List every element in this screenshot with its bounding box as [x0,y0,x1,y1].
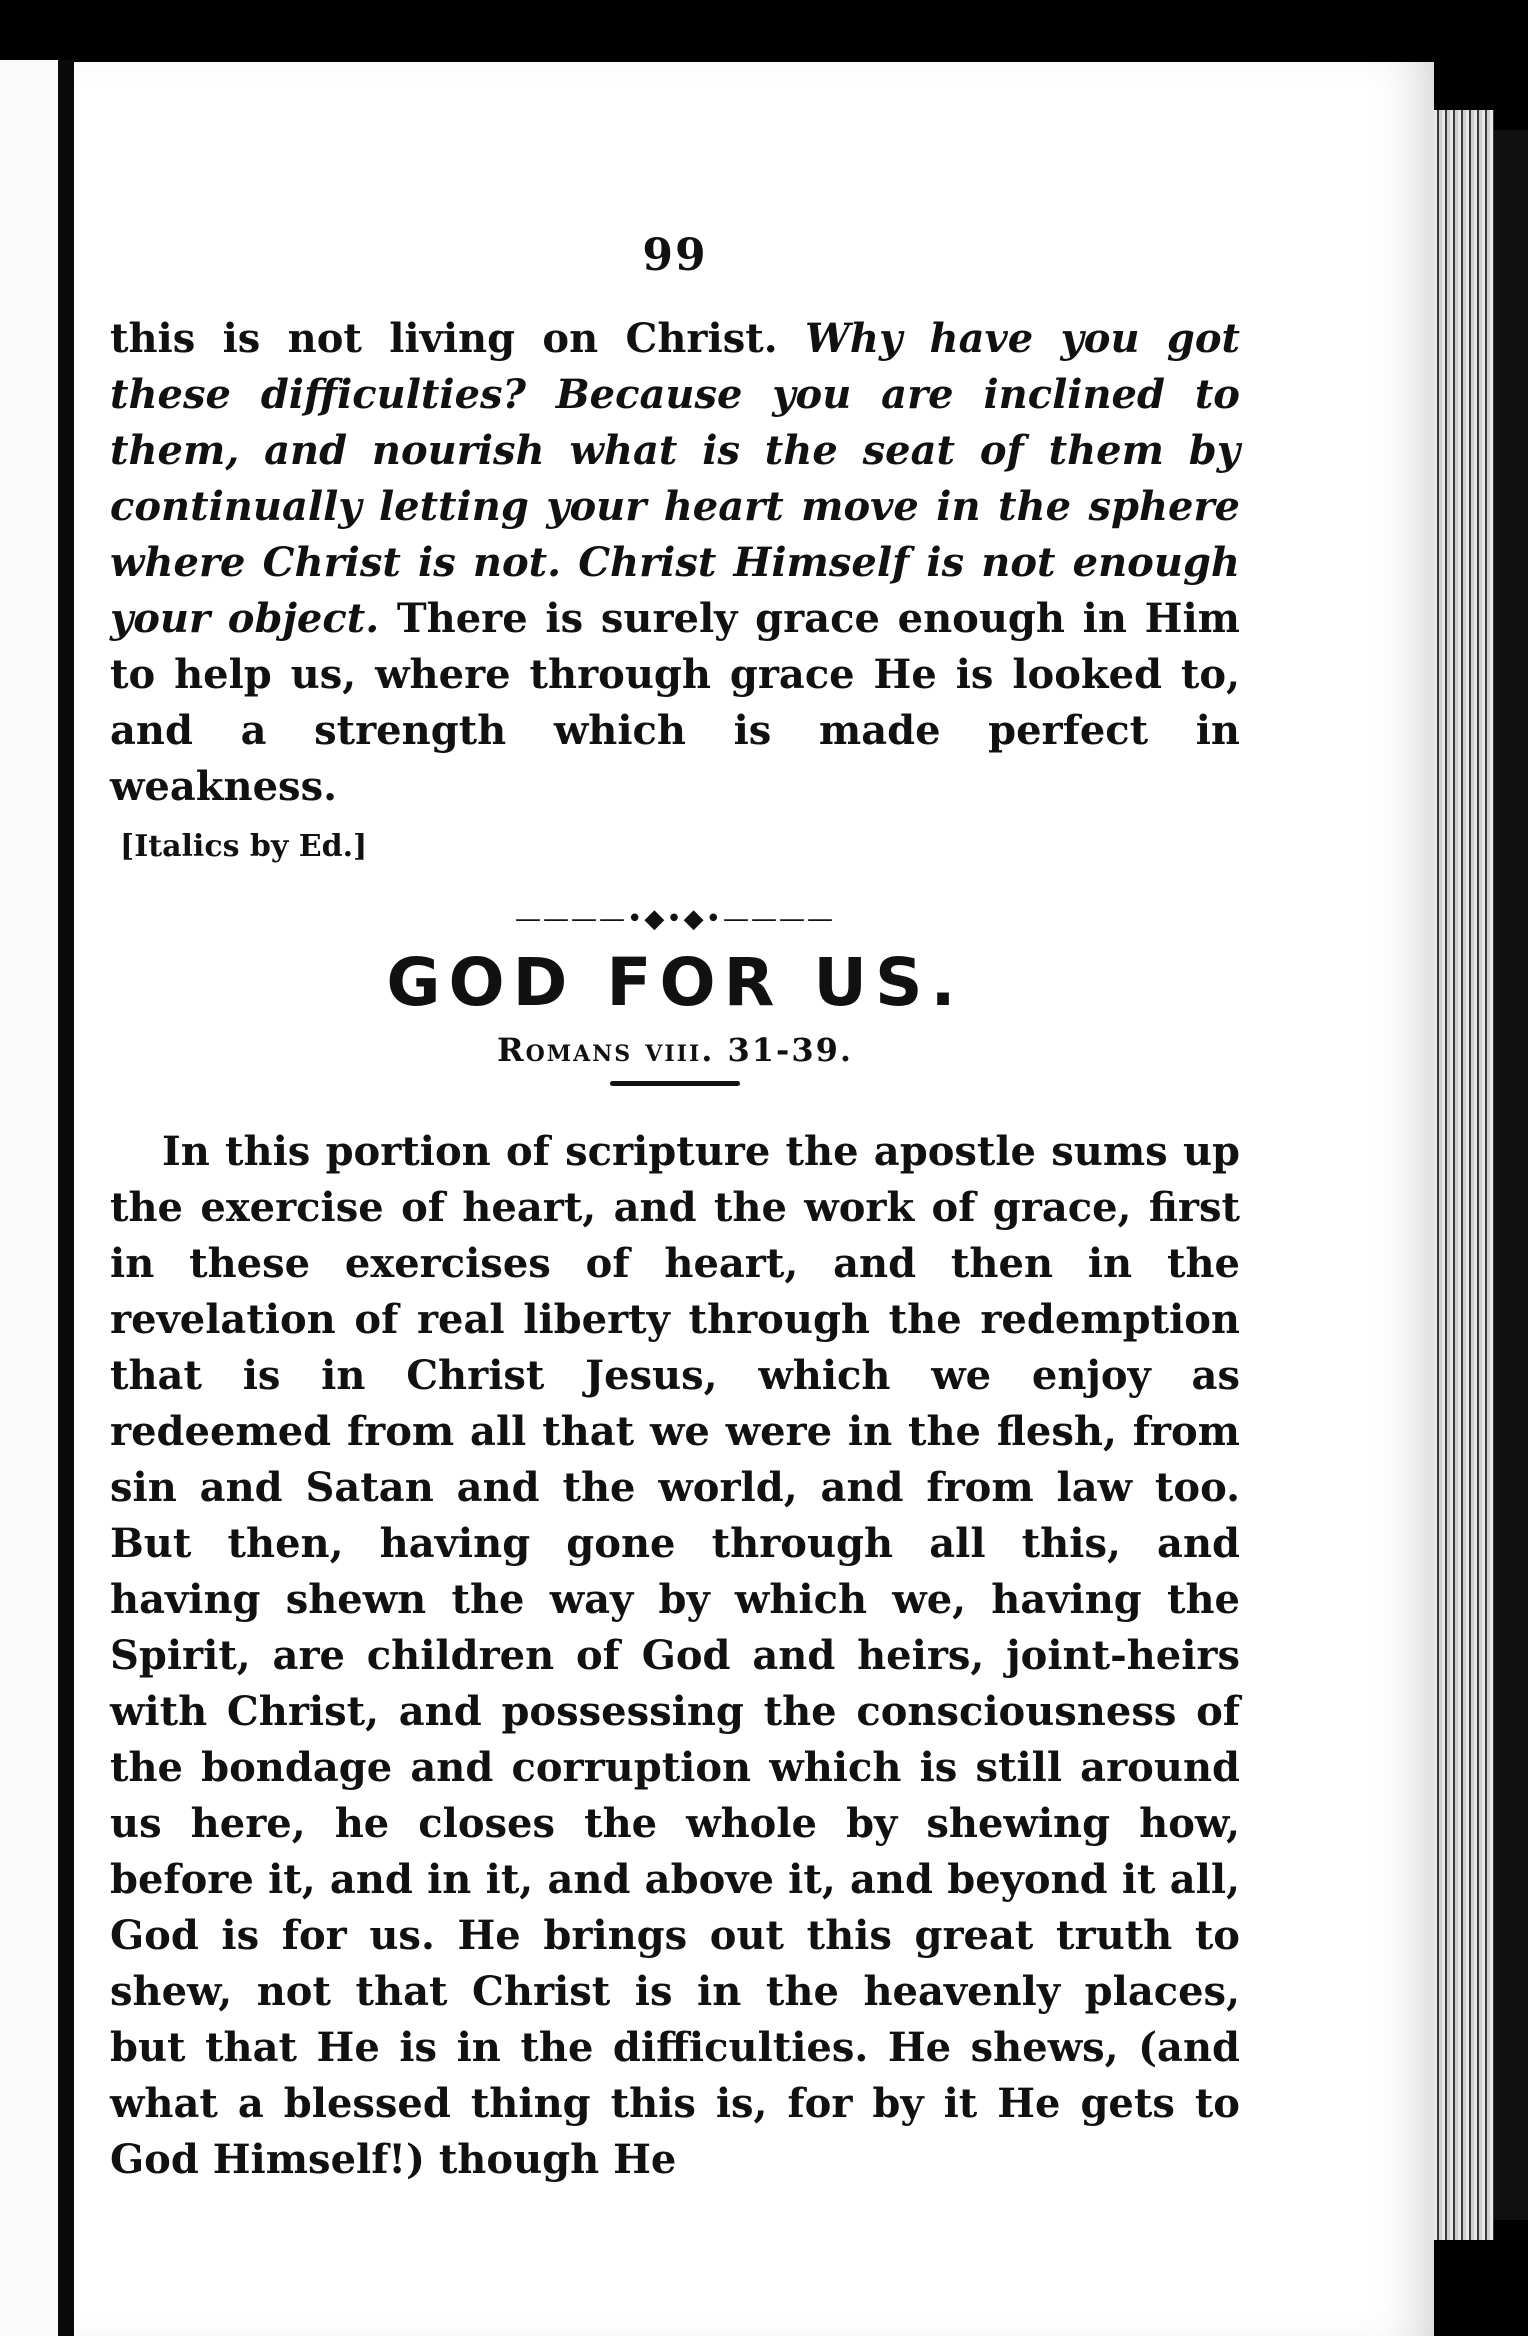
page-number: 99 [642,230,708,281]
book-cover-edge [1494,130,1528,2220]
page-stack-edge [1434,110,1494,2240]
book-gutter [58,60,74,2336]
left-page-edge [0,60,58,2336]
scripture-reference: Romans viii. 31-39. [496,1031,854,1069]
page-content [110,230,1240,2188]
carryover-text-2: There is surely grace enough in Him to help us, where through grace He is looked to, and a strength which is made perfect in weakness. [110,595,1240,810]
editor-note: [Italics by Ed.] [120,829,368,864]
carryover-text-italic: Why have you got these difficulties? Because you are inclined to them, and nourish what is the seat of them by continually letting your heart move in the sphere where Christ is not. Christ Himself is not enough your object. [110,315,1241,642]
body-paragraph: In this portion of scripture the apostle sums up the exercise of heart, and the work of grace, first in these exercises of heart, and then in the revelation of real liberty through the redemption that is in Christ Jesus, which we enjoy as redeemed from all that we were in the flesh, from sin and Satan and the world, and from law too. But then, having gone through all this, and having shewn the way by which we, having the Spirit, are children of God and heirs, joint-heirs with Christ, and possessing the consciousness of the bondage and corruption which is still around us here, he closes the whole by shewing how, before it, and in it, and above it, and beyond it all, God is for us. He brings out this great truth to shew, not that Christ is in the heavenly places, but that He is in the difficulties. He shews, (and what a blessed thing this is, for by it He gets to God Himself!) though He [110,1128,1240,2183]
section-title: GOD FOR US. [386,944,964,1021]
short-rule-divider [610,1081,740,1086]
carryover-text-1: this is not living on Christ. [110,315,805,362]
carryover-paragraph [110,311,1240,815]
section-divider-ornament: ————•◆•◆•———— [515,904,835,934]
